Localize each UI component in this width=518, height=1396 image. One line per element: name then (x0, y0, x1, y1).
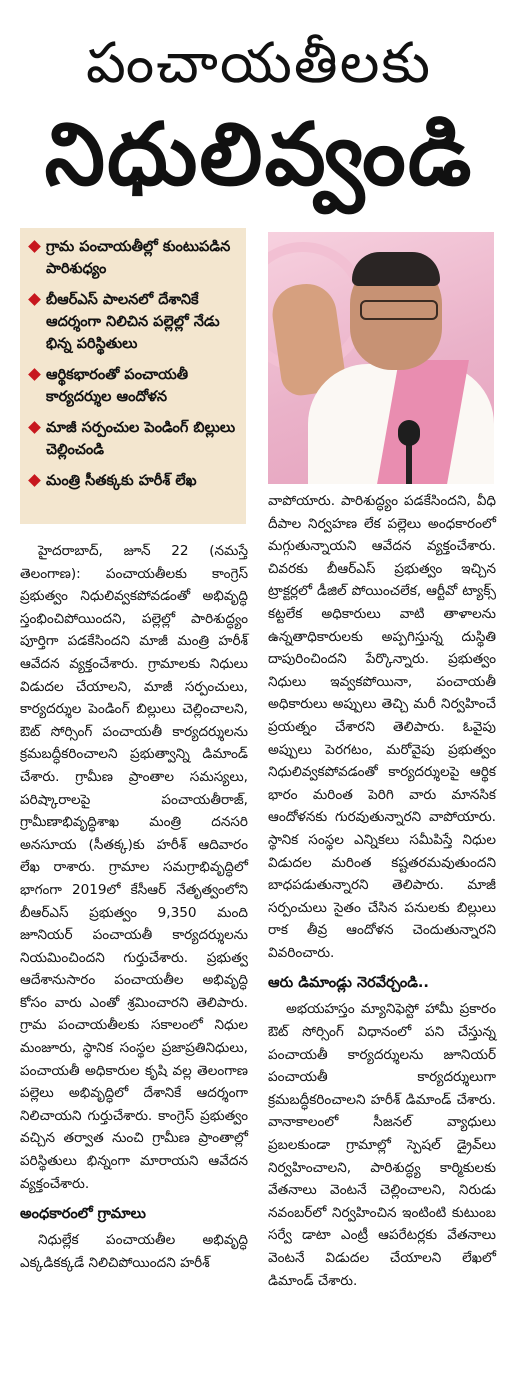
diamond-bullet-icon (28, 293, 41, 306)
politician-photo (268, 232, 494, 484)
highlight-text: గ్రామ పంచాయతీల్లో కుంటుపడిన పారిశుధ్యం (46, 239, 231, 277)
article-paragraph: వాపోయారు. పారిశుద్ధ్యం పడకేసిందని, వీధి దీపాల నిర్వహణ లేక పల్లెలు అంధకారంలో మగ్గుతున్నాయని ఆవేదన వ్యక్తంచేశారు. చివరకు బీఆర్ఎస్ ప్రభుత్వం ఇచ్చిన ట్రాక్టర్లలో డీజిల్ పోయించలేక, ఆర్టీవో ట్యాక్స్ కట్టలేక అధికారులు వాటి తాళాలను ఉన్నతాధికారులకు అప్పగిస్తున్న దుస్థితి దాపురించిందని పేర్కొన్నారు. ప్రభుత్వం నిధులు ఇవ్వకపోయినా, పంచాయతీ అధికారులు అప్పులు తెచ్చి మరీ నిర్వహించే ప్రయత్నం చేశారని తెలిపారు. ఓవైపు అప్పులు పెరగటం, మరోవైపు ప్రభుత్వం నిధులివ్వకపోవడంతో కార్యదర్శులపై ఆర్థిక భారం మరింత పెరిగి వారు మానసిక ఆందోళనకు గురవుతున్నారని వాపోయారు. స్థానిక సంస్థల ఎన్నికలు సమీపిస్తే నిధుల విడుదల మరింత కష్టతరమవుతుందని బాధపడుతున్నారని తెలిపారు. మాజీ సర్పంచులు సైతం చేసిన పనులకు బిల్లులు రాక తీవ్ర ఆందోళన చెందుతున్నారని వివరించారు. (268, 493, 496, 961)
diamond-bullet-icon (28, 240, 41, 253)
headline-line-2: నిధులివ్వండి (44, 105, 474, 205)
article-paragraph: నిధుల్లేక పంచాయతీల అభివృద్ధి ఎక్కడికక్కడే నిలిచిపోయిందని హరీశ్ (20, 1232, 248, 1271)
highlight-item (28, 289, 240, 355)
glasses (360, 300, 438, 320)
highlight-item (28, 470, 240, 492)
article-column-right (268, 490, 496, 1292)
highlight-text: మాజీ సర్పంచుల పెండింగ్ బిల్లులు చెల్లించండి (46, 420, 236, 458)
highlight-text: బీఆర్ఎస్ పాలనలో దేశానికే ఆదర్శంగా నిలిచిన పల్లెల్లో నేడు భిన్న పరిస్థితులు (46, 292, 220, 352)
microphone-icon (398, 420, 420, 446)
highlight-item (28, 236, 240, 280)
hair (352, 252, 440, 286)
headline-line-1: పంచాయతీలకు (85, 31, 433, 96)
article-column-left (20, 540, 248, 1274)
diamond-bullet-icon (28, 474, 41, 487)
highlight-text: ఆర్థికభారంతో పంచాయతీ కార్యదర్శుల ఆందోళన (46, 367, 189, 405)
article-paragraph: హైదరాబాద్, జూన్ 22 (నమస్తే తెలంగాణ): పంచాయతీలకు కాంగ్రెస్ ప్రభుత్వం నిధులివ్వకపోవడంతో అభివృద్ధి స్తంభించిపోయిందని, పల్లెల్లో పారిశుద్ధ్యం పూర్తిగా పడకేసిందని మాజీ మంత్రి హరీశ్ ఆవేదన వ్యక్తంచేశారు. గ్రామాలకు నిధులు విడుదల చేయాలని, మాజీ సర్పంచులు, కార్యదర్శుల పెండింగ్ బిల్లులు చెల్లించాలని, ఔట్ సోర్సింగ్ పంచాయతీ కార్యదర్శులను క్రమబద్ధీకరించాలని ప్రభుత్వాన్ని డిమాండ్ చేశారు. గ్రామీణ ప్రాంతాల సమస్యలు, పరిష్కారాలపై పంచాయతీరాజ్, గ్రామీణాభివృద్ధిశాఖ మంత్రి దనసరి అనసూయ (సీతక్క)కు హరీశ్ ఆదివారం లేఖ రాశారు. గ్రామాల సమగ్రాభివృద్ధిలో భాగంగా 2019లో కేసీఆర్ నేతృత్వంలోని బీఆర్ఎస్ ప్రభుత్వం 9,350 మంది జూనియర్ పంచాయతీ కార్యదర్శులను నియమించిందని గుర్తుచేశారు. ప్రభుత్వ ఆదేశానుసారం పంచాయతీల అభివృద్ధి కోసం వారు ఎంతో శ్రమించారని తెలిపారు. గ్రామ పంచాయతీలకు సకాలంలో నిధుల మంజూరు, స్థానిక సంస్థల ప్రజాప్రతినిధులు, పంచాయతీ అధికారుల కృషి వల్ల తెలంగాణ పల్లెలు అభివృద్ధిలో దేశానికే ఆదర్శంగా నిలిచాయని గుర్తుచేశారు. కాంగ్రెస్ ప్రభుత్వం వచ్చిన తర్వాత నుంచి గ్రామీణ ప్రాంతాల్లో పరిస్థితులు భిన్నంగా మారాయని ఆవేదన వ్యక్తంచేశారు. (20, 543, 248, 1192)
article-paragraph: అభయహస్తం మ్యానిఫెస్టో హామీ ప్రకారం ఔట్ సోర్సింగ్ విధానంలో పని చేస్తున్న పంచాయతీ కార్యదర్శులను జూనియర్ పంచాయతీ కార్యదర్శులుగా క్రమబద్ధీకరించాలని హరీశ్ డిమాండ్ చేశారు. వానాకాలంలో సీజనల్ వ్యాధులు ప్రబలకుండా గ్రామాల్లో స్పెషల్ డ్రైవ్‌లు నిర్వహించాలని, పారిశుద్ధ్య కార్మికులకు వేతనాలు వెంటనే చెల్లించాలని, నిరుడు నవంబర్‌లో నిర్వహించిన ఇంటింటి కుటుంబ సర్వే డాటా ఎంట్రీ ఆపరేటర్లకు వేతనాలు వెంటనే విడుదల చేయాలని లేఖలో డిమాండ్ చేశారు. (268, 1001, 496, 1289)
diamond-bullet-icon (28, 368, 41, 381)
highlight-item (28, 364, 240, 408)
highlights-box (20, 228, 246, 524)
subheading: అంధకారంలో గ్రామాలు (20, 1206, 146, 1223)
highlight-text: మంత్రి సీతక్కకు హరీశ్ లేఖ (46, 473, 197, 489)
diamond-bullet-icon (28, 421, 41, 434)
subheading: ఆరు డిమాండ్లు నెరవేర్చండి.. (268, 975, 429, 992)
highlight-item (28, 417, 240, 461)
